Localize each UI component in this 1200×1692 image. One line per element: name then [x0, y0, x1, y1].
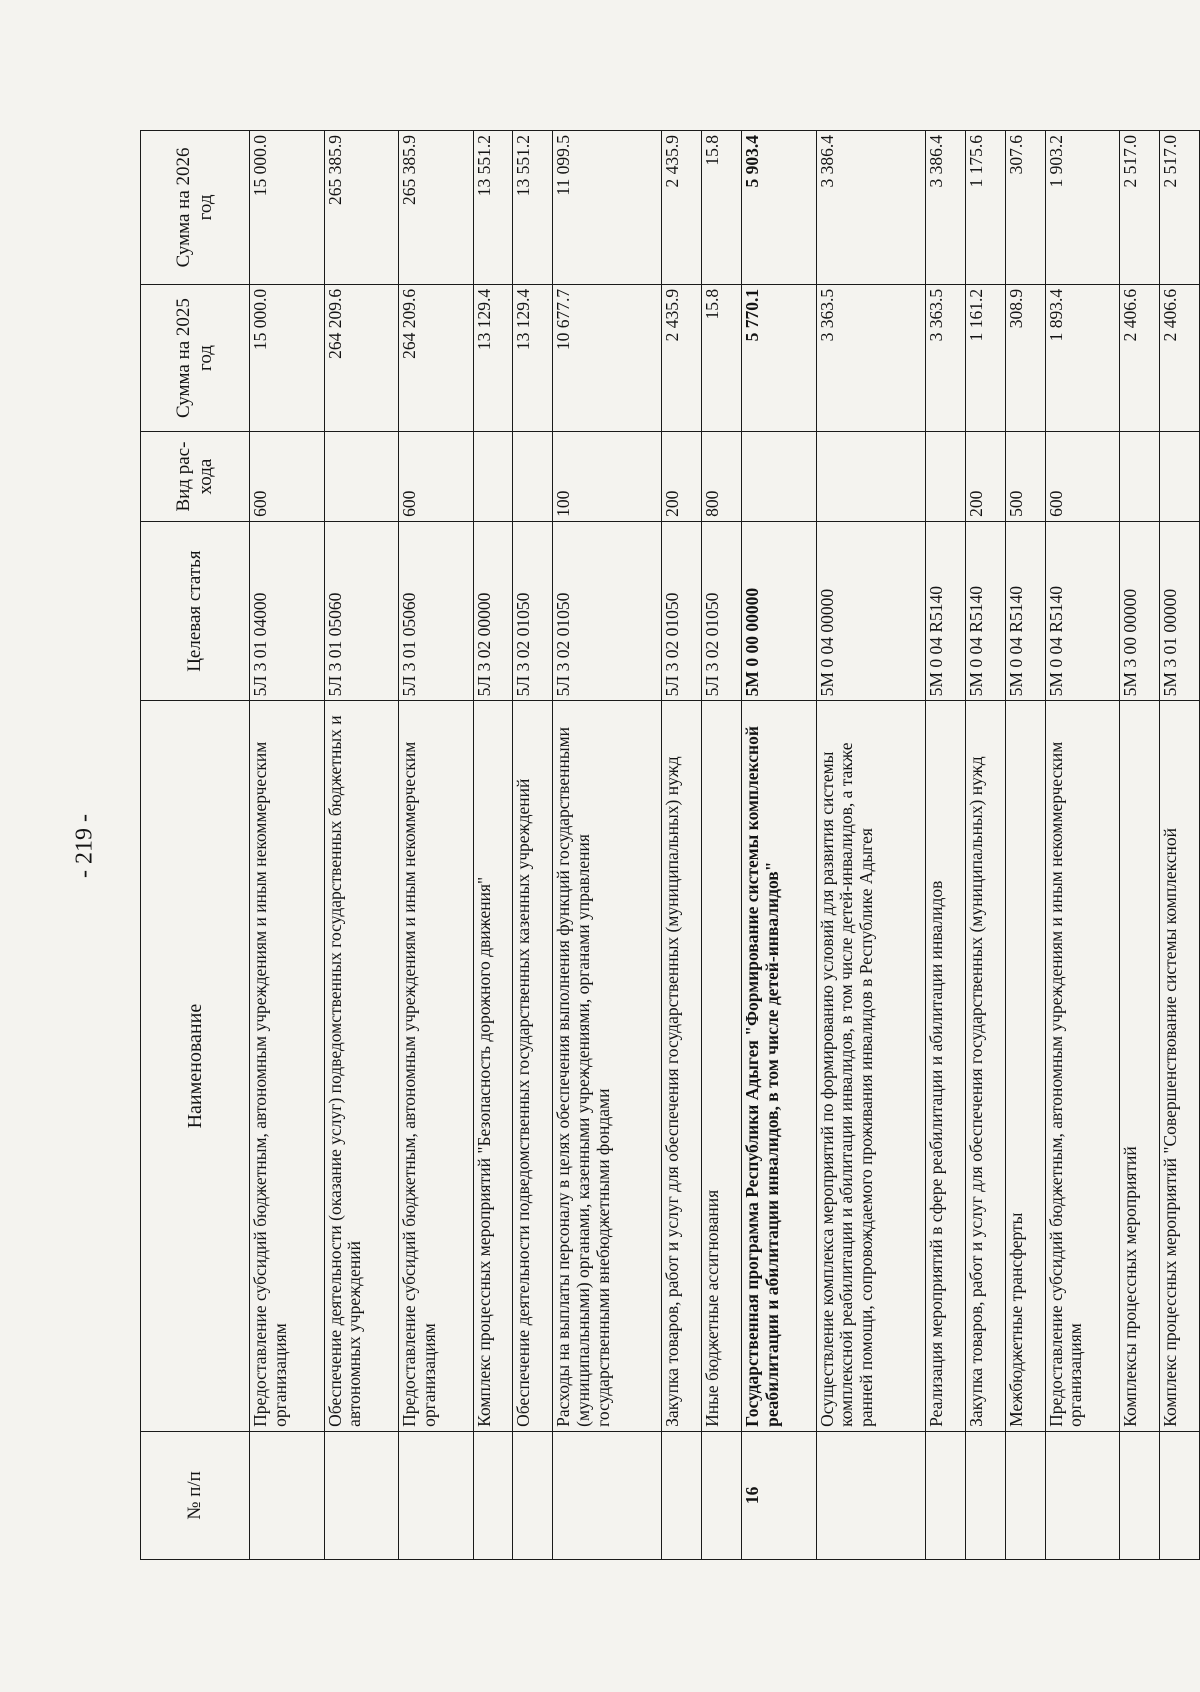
table-row: [250, 131, 325, 1560]
cell-name: Реализация мероприятий в сфере реабилитации и абилитации инвалидов: [925, 701, 965, 1432]
cell-expense-kind: 600: [1045, 432, 1120, 522]
cell-target-code: 5Л 3 01 05060: [399, 521, 474, 700]
cell-expense-kind: [1120, 432, 1160, 522]
table-row: [1160, 131, 1200, 1560]
cell-target-code: 5Л 3 02 01050: [662, 521, 702, 700]
cell-target-code: 5М 3 01 00000: [1160, 521, 1200, 700]
cell-sum-2025: 2 406.6: [1160, 284, 1200, 431]
cell-sum-2026: 265 385.9: [324, 131, 399, 285]
header-kind: Вид рас-хода: [141, 432, 250, 522]
table-body: [250, 131, 1200, 1560]
cell-name: Комплексы процессных мероприятий: [1120, 701, 1160, 1432]
cell-num: 16: [742, 1431, 817, 1559]
cell-num: [1005, 1431, 1045, 1559]
cell-name: Предоставление субсидий бюджетным, автономным учреждениям и иным некоммерческим организациям: [1045, 701, 1120, 1432]
table-row: [742, 131, 817, 1560]
table-row: [702, 131, 742, 1560]
cell-target-code: 5М 0 04 00000: [816, 521, 925, 700]
cell-target-code: 5Л 3 02 00000: [473, 521, 513, 700]
cell-sum-2026: 2 517.0: [1160, 131, 1200, 285]
cell-name: Закупка товаров, работ и услуг для обеспечения государственных (муниципальных) нужд: [965, 701, 1005, 1432]
table-row: [473, 131, 513, 1560]
cell-expense-kind: [925, 432, 965, 522]
cell-sum-2026: 15 000.0: [250, 131, 325, 285]
cell-num: [925, 1431, 965, 1559]
cell-sum-2025: 10 677.7: [553, 284, 662, 431]
table-row: [399, 131, 474, 1560]
header-sum-2025: Сумма на 2025 год: [141, 284, 250, 431]
cell-num: [250, 1431, 325, 1559]
cell-expense-kind: 200: [662, 432, 702, 522]
cell-num: [965, 1431, 1005, 1559]
table-row: [816, 131, 925, 1560]
cell-sum-2026: 11 099.5: [553, 131, 662, 285]
cell-sum-2026: 1 175.6: [965, 131, 1005, 285]
cell-name: Государственная программа Республики Адыгея "Формирование системы комплексной реабилитации и абилитации инвалидов, в том числе детей-инвалидов": [742, 701, 817, 1432]
cell-expense-kind: [742, 432, 817, 522]
cell-sum-2026: 13 551.2: [473, 131, 513, 285]
cell-num: [662, 1431, 702, 1559]
cell-expense-kind: 500: [1005, 432, 1045, 522]
cell-expense-kind: [1160, 432, 1200, 522]
cell-num: [702, 1431, 742, 1559]
page-number: - 219 -: [71, 814, 98, 878]
cell-sum-2025: 13 129.4: [513, 284, 553, 431]
table-header-row: [141, 131, 250, 1560]
cell-num: [513, 1431, 553, 1559]
cell-num: [1045, 1431, 1120, 1559]
cell-sum-2025: 1 893.4: [1045, 284, 1120, 431]
cell-expense-kind: [513, 432, 553, 522]
cell-expense-kind: [473, 432, 513, 522]
cell-target-code: 5Л 3 02 01050: [513, 521, 553, 700]
cell-num: [553, 1431, 662, 1559]
cell-name: Закупка товаров, работ и услуг для обеспечения государственных (муниципальных) нужд: [662, 701, 702, 1432]
cell-name: Предоставление субсидий бюджетным, автономным учреждениям и иным некоммерческим организациям: [250, 701, 325, 1432]
cell-num: [1120, 1431, 1160, 1559]
cell-sum-2026: 5 903.4: [742, 131, 817, 285]
cell-name: Комплекс процессных мероприятий "Безопасность дорожного движения": [473, 701, 513, 1432]
cell-expense-kind: [324, 432, 399, 522]
cell-sum-2026: 2 517.0: [1120, 131, 1160, 285]
cell-sum-2026: 13 551.2: [513, 131, 553, 285]
cell-num: [473, 1431, 513, 1559]
header-sum-2026: Сумма на 2026 год: [141, 131, 250, 285]
budget-table: [140, 130, 1200, 1560]
cell-sum-2026: 265 385.9: [399, 131, 474, 285]
table-row: [513, 131, 553, 1560]
cell-sum-2025: 264 209.6: [324, 284, 399, 431]
cell-name: Обеспечение деятельности (оказание услуг) подведомственных государственных бюджетных и автономных учреждений: [324, 701, 399, 1432]
cell-num: [816, 1431, 925, 1559]
cell-sum-2026: 15.8: [702, 131, 742, 285]
cell-sum-2026: 307.6: [1005, 131, 1045, 285]
cell-sum-2026: 3 386.4: [816, 131, 925, 285]
cell-target-code: 5М 3 00 00000: [1120, 521, 1160, 700]
table-row: [1005, 131, 1045, 1560]
cell-name: Иные бюджетные ассигнования: [702, 701, 742, 1432]
cell-sum-2025: 3 363.5: [925, 284, 965, 431]
table-row: [1120, 131, 1160, 1560]
cell-target-code: 5Л 3 02 01050: [553, 521, 662, 700]
cell-target-code: 5М 0 04 R5140: [965, 521, 1005, 700]
cell-name: Осуществление комплекса мероприятий по формированию условий для развития системы комплексной реабилитации и абилитации инвалидов, в том числе детей-инвалидов, а также ранней помощи, сопровождаемого проживания инвалидов в Республике Адыгея: [816, 701, 925, 1432]
cell-expense-kind: [816, 432, 925, 522]
cell-target-code: 5М 0 00 00000: [742, 521, 817, 700]
cell-sum-2025: 308.9: [1005, 284, 1045, 431]
cell-sum-2025: 3 363.5: [816, 284, 925, 431]
cell-expense-kind: 200: [965, 432, 1005, 522]
cell-num: [1160, 1431, 1200, 1559]
cell-name: Межбюджетные трансферты: [1005, 701, 1045, 1432]
cell-target-code: 5М 0 04 R5140: [925, 521, 965, 700]
cell-sum-2025: 5 770.1: [742, 284, 817, 431]
cell-name: Предоставление субсидий бюджетным, автономным учреждениям и иным некоммерческим организациям: [399, 701, 474, 1432]
cell-name: Расходы на выплаты персоналу в целях обеспечения выполнения функций государственными (муниципальными) органами, казенными учреждениями, органами управления государственными внебюджетными фондами: [553, 701, 662, 1432]
table-row: [965, 131, 1005, 1560]
cell-target-code: 5Л 3 02 01050: [702, 521, 742, 700]
table-row: [925, 131, 965, 1560]
header-name: Наименование: [141, 701, 250, 1432]
cell-sum-2025: 2 406.6: [1120, 284, 1160, 431]
cell-name: Обеспечение деятельности подведомственных государственных казенных учреждений: [513, 701, 553, 1432]
cell-sum-2025: 15.8: [702, 284, 742, 431]
cell-sum-2026: 3 386.4: [925, 131, 965, 285]
cell-sum-2025: 1 161.2: [965, 284, 1005, 431]
table-row: [1045, 131, 1120, 1560]
cell-sum-2025: 15 000.0: [250, 284, 325, 431]
cell-target-code: 5М 0 04 R5140: [1045, 521, 1120, 700]
cell-target-code: 5Л 3 01 04000: [250, 521, 325, 700]
cell-target-code: 5Л 3 01 05060: [324, 521, 399, 700]
cell-name: Комплекс процессных мероприятий "Совершенствование системы комплексной: [1160, 701, 1200, 1432]
rotated-table-container: [140, 130, 1200, 1560]
header-code: Целевая статья: [141, 521, 250, 700]
header-num: № п/п: [141, 1431, 250, 1559]
cell-sum-2025: 264 209.6: [399, 284, 474, 431]
cell-sum-2025: 13 129.4: [473, 284, 513, 431]
table-row: [553, 131, 662, 1560]
cell-num: [399, 1431, 474, 1559]
cell-target-code: 5М 0 04 R5140: [1005, 521, 1045, 700]
cell-expense-kind: 600: [399, 432, 474, 522]
table-row: [662, 131, 702, 1560]
cell-expense-kind: 100: [553, 432, 662, 522]
cell-sum-2026: 1 903.2: [1045, 131, 1120, 285]
cell-sum-2026: 2 435.9: [662, 131, 702, 285]
cell-sum-2025: 2 435.9: [662, 284, 702, 431]
cell-num: [324, 1431, 399, 1559]
cell-expense-kind: 600: [250, 432, 325, 522]
cell-expense-kind: 800: [702, 432, 742, 522]
table-row: [324, 131, 399, 1560]
